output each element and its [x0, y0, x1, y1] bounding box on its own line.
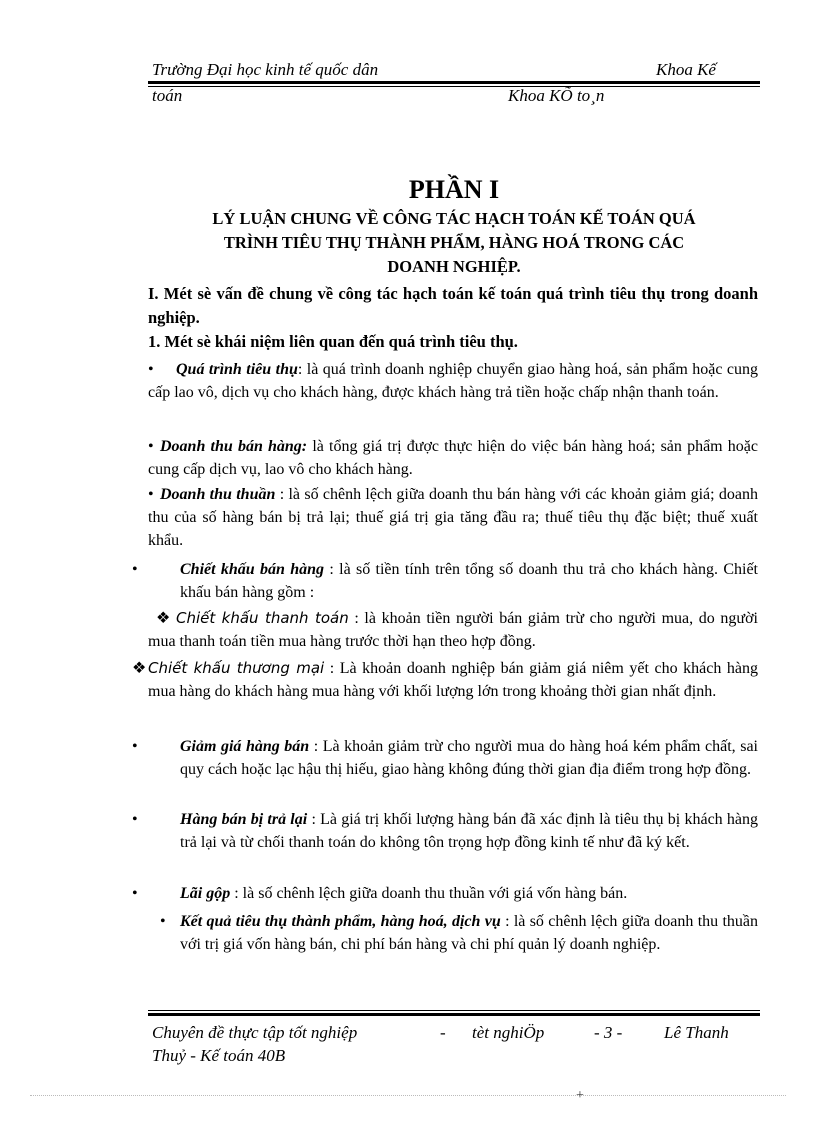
footer-author-cont: Thuỷ - Kế toán 40B	[152, 1046, 286, 1065]
bullet-icon: •	[132, 738, 138, 755]
definition-item	[148, 435, 758, 481]
bullet-icon: •	[148, 486, 154, 503]
header-faculty: Khoa Kế	[656, 60, 716, 79]
header-faculty-garbled: Khoa KÕ to¸n	[508, 86, 605, 105]
term: Chiết khấu thương mại	[148, 659, 325, 677]
definition-text: : là số chênh lệch giữa doanh thu thuần với trị giá vốn hàng bán, chi phí bán hàng và chi phí quản lý doanh nghiệp.	[180, 913, 759, 953]
header-faculty-cont: toán	[152, 86, 183, 105]
part-title: PHẦN I	[408, 175, 500, 204]
definition-text: : Là khoản giảm trừ cho người mua do hàng hoá kém phẩm chất, sai quy cách hoặc lạc hậu thị hiếu, giao hàng không đúng thời gian địa điểm trong hợp đồng.	[180, 738, 758, 778]
term: Chiết khấu bán hàng	[180, 561, 325, 578]
term: Giảm giá hàng bán	[180, 738, 310, 755]
footer-rule-thin	[148, 1010, 760, 1011]
definition-item	[132, 808, 759, 854]
definition-item	[148, 607, 758, 653]
chapter-title-line1: LÝ LUẬN CHUNG VỀ CÔNG TÁC HẠCH TOÁN KẾ TOÁN QUÁ	[212, 209, 696, 228]
footer-topic: Chuyên đề thực tập tốt nghiệp	[152, 1023, 358, 1042]
definition-item	[148, 483, 758, 552]
subsection-heading: 1. Mét sè khái niệm liên quan đến quá trình tiêu thụ.	[148, 332, 518, 351]
footer-garbled: tèt nghiÖp	[472, 1023, 545, 1042]
header-school: Trường Đại học kinh tế quốc dân	[152, 60, 379, 79]
definition-text: : Là giá trị khối lượng hàng bán đã xác định là tiêu thụ bị khách hàng trả lại và từ chối thanh toán do không tôn trọng hợp đồng kinh tế như đã ký kết.	[180, 811, 759, 851]
diamond-bullet-icon: ❖	[132, 660, 147, 677]
page-boundary	[30, 1095, 786, 1096]
bullet-icon: •	[148, 438, 154, 455]
header-rule-thick	[148, 81, 760, 84]
definition-item	[160, 910, 759, 956]
section-heading: I. Mét sè vấn đề chung về công tác hạch toán kế toán quá trình tiêu thụ trong doanh nghiệp.	[148, 284, 758, 327]
definition-item	[132, 657, 759, 703]
footer-rule-thick	[148, 1013, 760, 1016]
page-mark: +	[576, 1088, 584, 1103]
definition-text: : là số tiền tính trên tổng số doanh thu trả cho khách hàng. Chiết khấu bán hàng gồm :	[180, 561, 759, 601]
definition-item	[132, 558, 759, 604]
definition-text: : là số chênh lệch giữa doanh thu thuần với giá vốn hàng bán.	[230, 885, 628, 902]
chapter-title-line3: DOANH NGHIỆP.	[387, 257, 521, 276]
bullet-icon: •	[148, 361, 154, 378]
chapter-title-line2: TRÌNH TIÊU THỤ THÀNH PHẨM, HÀNG HOÁ TRONG CÁC	[223, 233, 685, 252]
bullet-icon: •	[160, 913, 166, 930]
definition-text: : là quá trình doanh nghiệp chuyển giao hàng hoá, sản phẩm hoặc cung cấp lao vô, dịch vụ cho khách hàng, được khách hàng trả tiền hoặc chấp nhận thanh toán.	[148, 361, 759, 401]
term: Lãi gộp	[180, 885, 231, 902]
term: Chiết khấu thanh toán	[176, 609, 349, 627]
term: Hàng bán bị trả lại	[180, 811, 308, 828]
bullet-icon: •	[132, 811, 138, 828]
footer-author: Lê Thanh	[664, 1023, 729, 1042]
definition-item	[132, 882, 758, 905]
term: Quá trình tiêu thụ	[176, 361, 298, 378]
definition-text: : Là khoản doanh nghiệp bán giảm giá niêm yết cho khách hàng mua hàng do khách hàng mua hàng với khối lượng lớn trong khoảng thời gian nhất định.	[148, 660, 759, 700]
diamond-bullet-icon: ❖	[156, 610, 171, 627]
term: Doanh thu bán hàng:	[160, 438, 308, 455]
term: Kết quả tiêu thụ thành phẩm, hàng hoá, dịch vụ	[180, 913, 501, 930]
definition-item	[148, 358, 758, 404]
definition-text: : là số chênh lệch giữa doanh thu bán hàng với các khoản giảm giá; doanh thu của số hàng bán bị trả lại; thuế giá trị gia tăng đầu ra; thuế tiêu thụ đặc biệt; thuế xuất khẩu.	[148, 486, 759, 549]
definition-item	[132, 735, 758, 781]
header-rule-thin	[148, 86, 760, 87]
definition-text: : là khoản tiền người bán giảm trừ cho người mua, do người mua thanh toán tiền mua hàng trước thời hạn theo hợp đồng.	[148, 610, 758, 650]
page-number: - 3 -	[594, 1023, 623, 1042]
definition-text: là tổng giá trị được thực hiện do việc bán hàng hoá; sản phẩm hoặc cung cấp dịch vụ, lao vô cho khách hàng.	[148, 438, 758, 478]
bullet-icon: •	[132, 561, 138, 578]
bullet-icon: •	[132, 885, 138, 902]
footer-dash: -	[440, 1023, 446, 1042]
term: Doanh thu thuần	[160, 486, 276, 503]
